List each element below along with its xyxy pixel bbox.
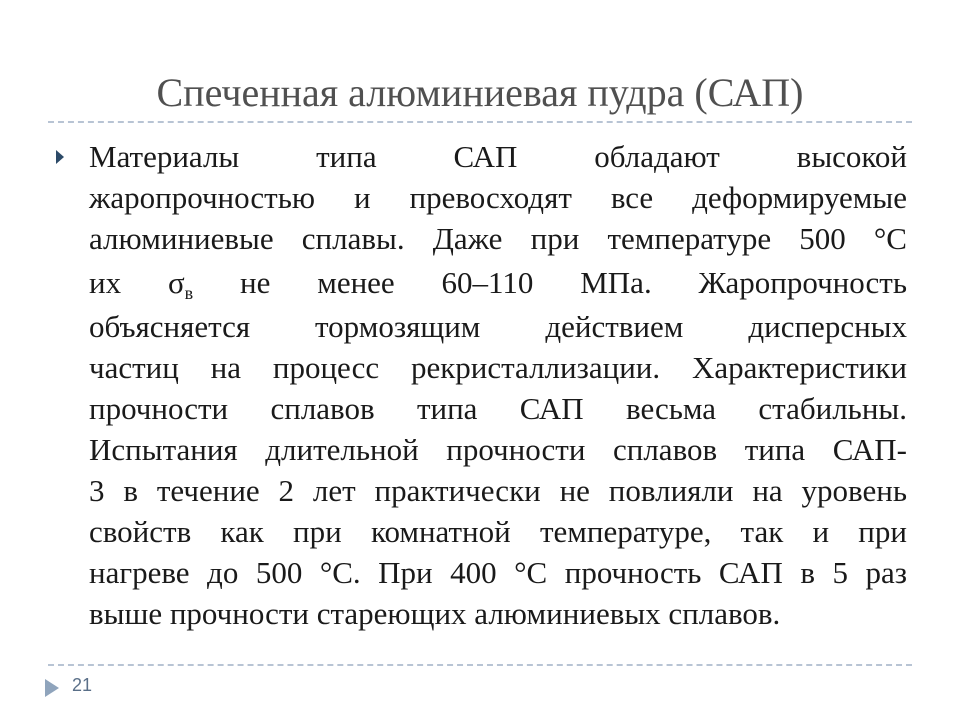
- triangle-bullet-icon: [56, 150, 64, 164]
- sigma-subscript: в: [184, 283, 194, 303]
- text-line-10: свойств как при комнатной температуре, так и при: [89, 514, 907, 549]
- text-line-8: Испытания длительной прочности сплавов типа САП-: [89, 432, 907, 467]
- text-line-1: Материалы типа САП обладают высокой: [89, 139, 907, 174]
- text-line-2: жаропрочностью и превосходят все деформируемые: [89, 180, 907, 215]
- text-line-6: частиц на процесс рекристаллизации. Характеристики: [89, 350, 907, 385]
- text-line-4-rest: не менее 60–110 МПа. Жаропрочность: [193, 265, 907, 300]
- title-divider: [48, 121, 912, 123]
- text-line-5: объясняется тормозящим действием дисперсных: [89, 309, 907, 344]
- text-line-9: 3 в течение 2 лет практически не повлияли на уровень: [89, 473, 907, 508]
- page-number: 21: [72, 675, 93, 695]
- text-line-11: нагреве до 500 °С. При 400 °С прочность САП в 5 раз: [89, 555, 907, 590]
- text-line-4: [89, 259, 907, 306]
- text-line-3: алюминиевые сплавы. Даже при температуре 500 °С: [89, 221, 907, 256]
- text-line-12: выше прочности стареющих алюминиевых сплавов.: [89, 596, 781, 631]
- next-slide-arrow-icon: [45, 679, 59, 697]
- slide-title: Спеченная алюминиевая пудра (САП): [156, 70, 804, 115]
- bullet-text: [89, 136, 907, 634]
- text-line-7: прочности сплавов типа САП весьма стабильны.: [89, 391, 907, 426]
- sigma-symbol: их σ: [89, 265, 185, 300]
- footer-divider: [48, 664, 912, 666]
